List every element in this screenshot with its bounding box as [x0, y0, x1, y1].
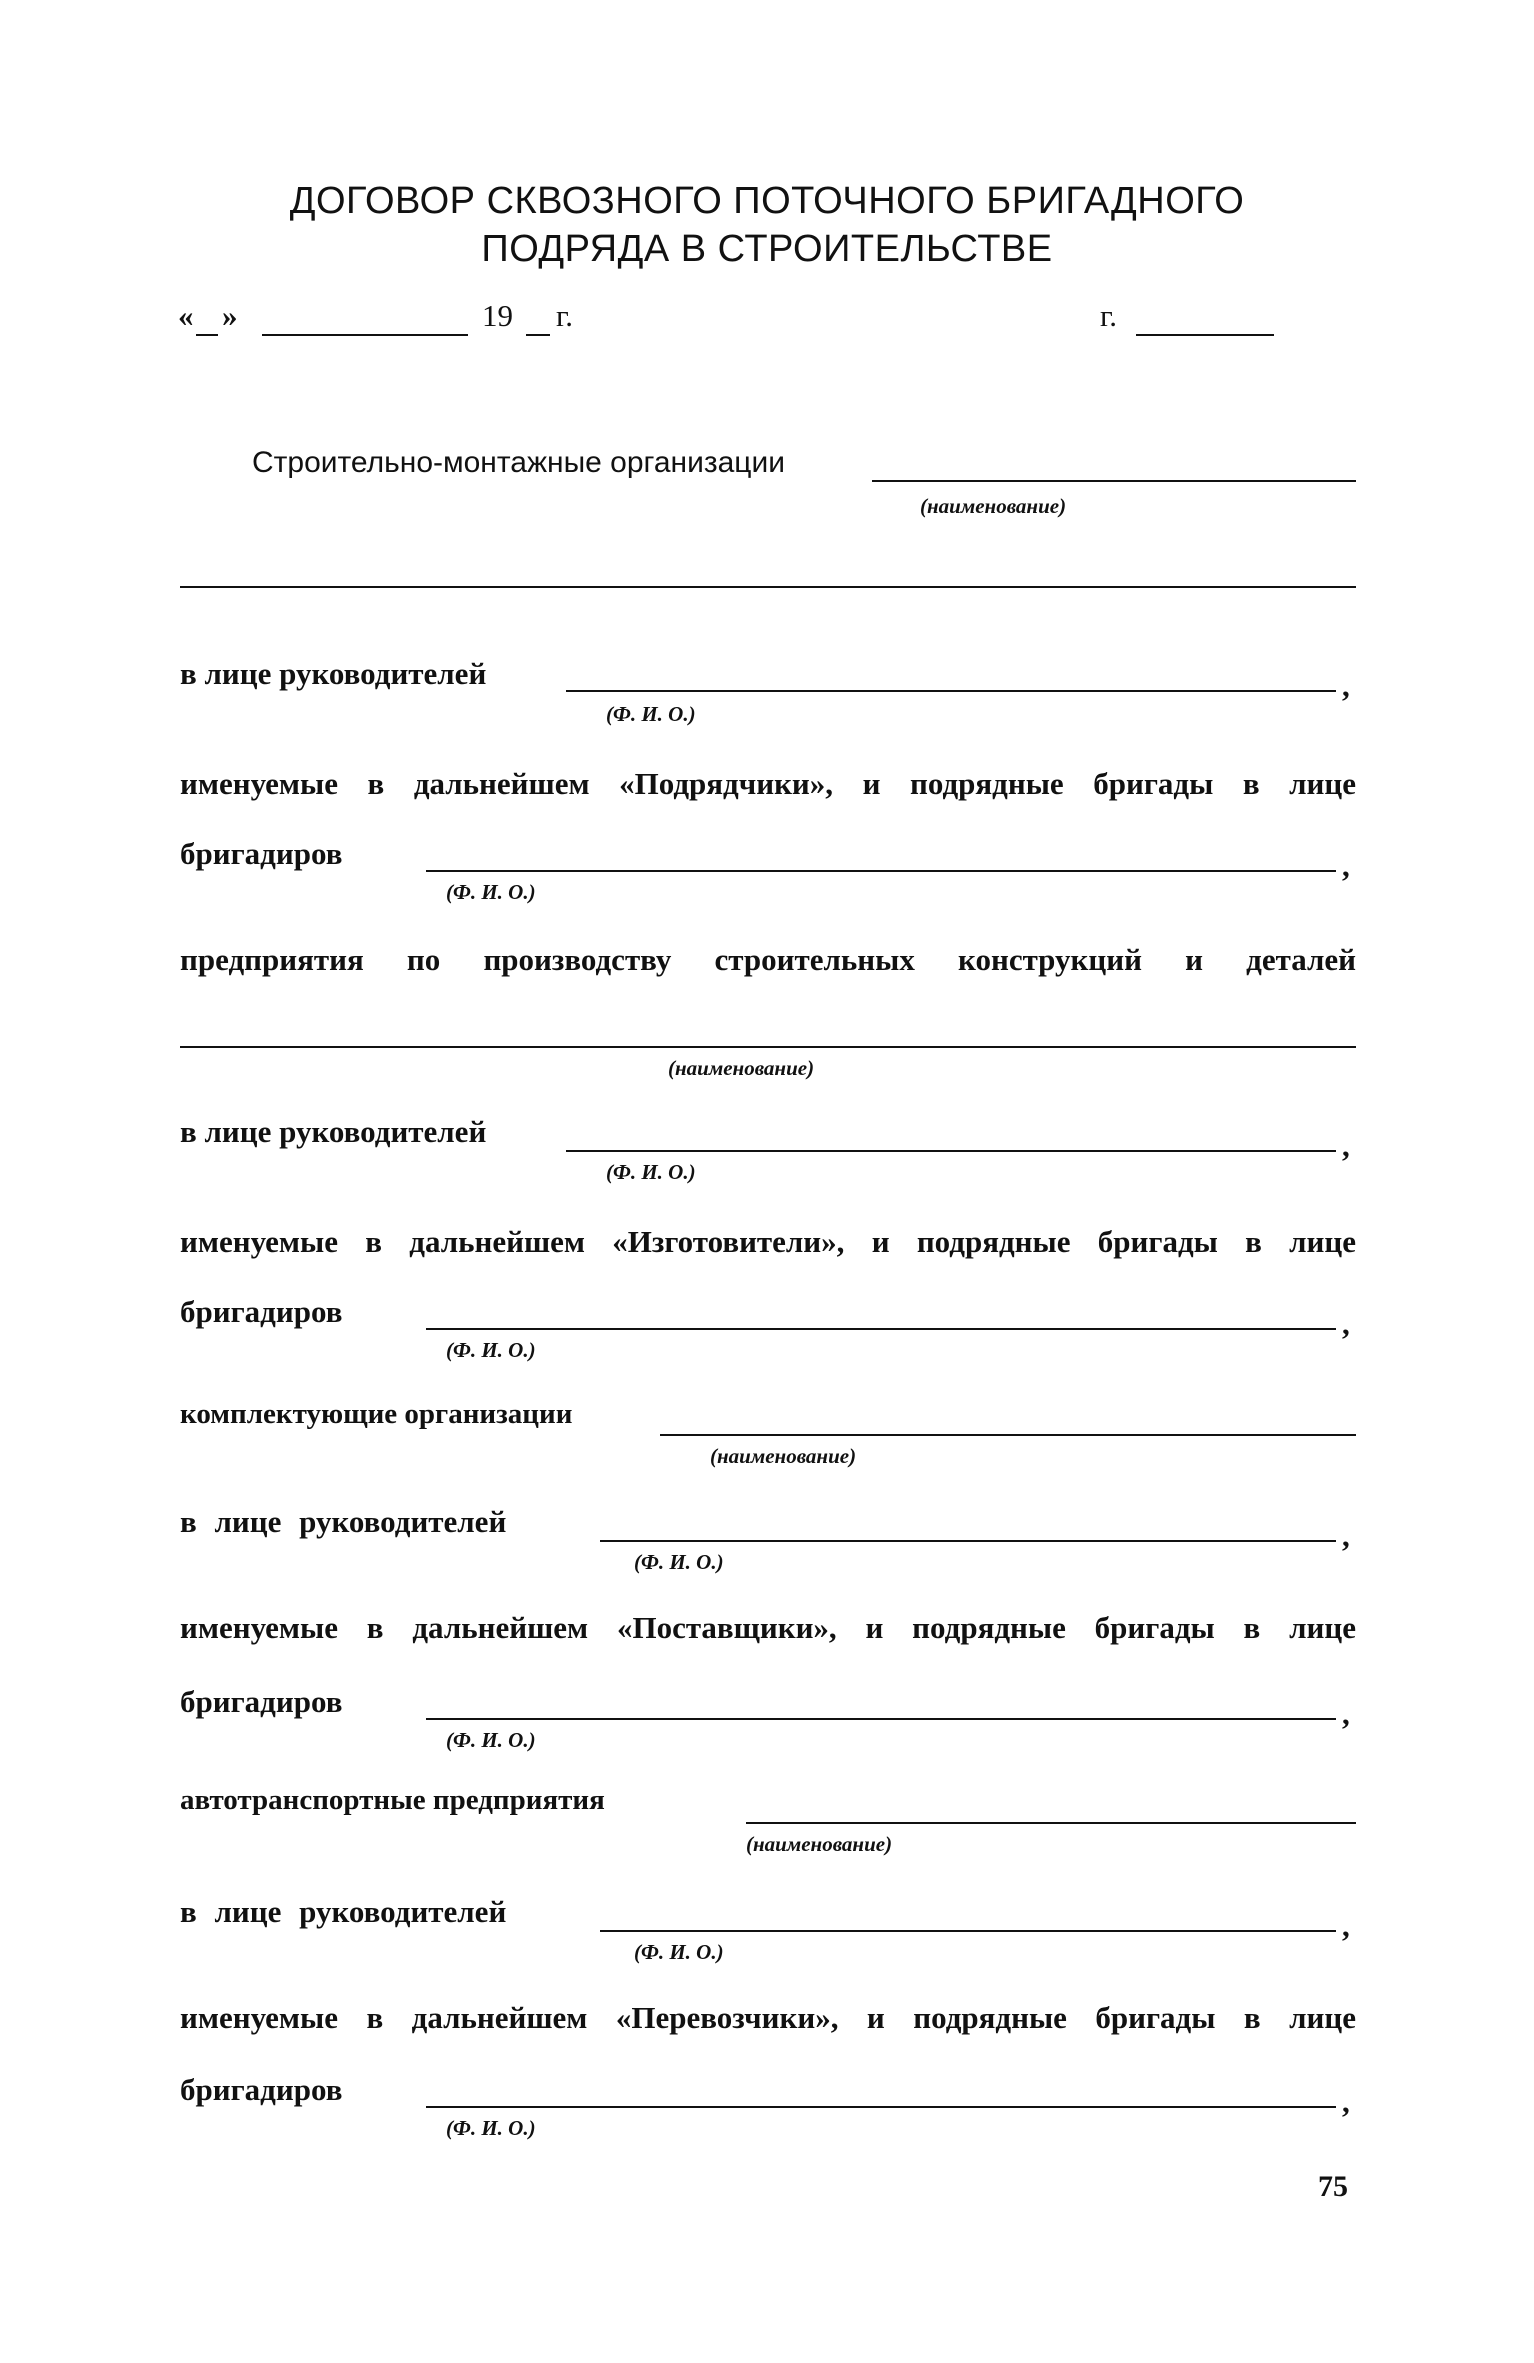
comma-3: , — [1342, 1128, 1350, 1163]
suppliers-text: именуемые в дальнейшем «Поставщики», и подрядные бригады в лице — [180, 1610, 1356, 1645]
comma-4: , — [1342, 1306, 1350, 1341]
enterprises-text: предприятия по производству строительных конструкций и деталей — [180, 942, 1356, 977]
construction-orgs-blank[interactable] — [872, 480, 1356, 482]
caption-fio-7: (Ф. И. О.) — [634, 1940, 724, 1964]
city-prefix: г. — [1100, 298, 1117, 333]
managers-label-2: в лице руководителей — [180, 1114, 487, 1149]
enterprises-blank[interactable] — [180, 1046, 1356, 1048]
supply-orgs-blank[interactable] — [660, 1434, 1356, 1436]
city-blank[interactable] — [1136, 334, 1274, 336]
foremen-blank-1[interactable] — [426, 870, 1336, 872]
managers-label-4: в лице руководителей — [180, 1894, 507, 1929]
caption-fio-6: (Ф. И. О.) — [446, 1728, 536, 1752]
page-number: 75 — [1318, 2170, 1348, 2203]
date-close-quote: » — [222, 298, 238, 333]
caption-fio-3: (Ф. И. О.) — [606, 1160, 696, 1184]
carriers-text: именуемые в дальнейшем «Перевозчики», и подрядные бригады в лице — [180, 2000, 1356, 2035]
transport-blank[interactable] — [746, 1822, 1356, 1824]
managers-blank-1[interactable] — [566, 690, 1336, 692]
day-blank[interactable] — [196, 334, 218, 336]
comma-8: , — [1342, 2084, 1350, 2119]
year-prefix: 19 — [482, 298, 513, 333]
comma-7: , — [1342, 1908, 1350, 1943]
construction-orgs-label: Строительно-монтажные организации — [252, 446, 785, 479]
managers-blank-3[interactable] — [600, 1540, 1336, 1542]
comma-1: , — [1342, 668, 1350, 703]
foremen-label-4: бригадиров — [180, 2072, 343, 2107]
caption-name-4: (наименование) — [746, 1832, 893, 1856]
construction-orgs-blank-2[interactable] — [180, 586, 1356, 588]
caption-name-3: (наименование) — [710, 1444, 857, 1468]
month-blank[interactable] — [262, 334, 468, 336]
year-blank[interactable] — [526, 334, 550, 336]
managers-blank-2[interactable] — [566, 1150, 1336, 1152]
date-open-quote: « — [178, 298, 194, 333]
foremen-blank-2[interactable] — [426, 1328, 1336, 1330]
caption-fio-5: (Ф. И. О.) — [634, 1550, 724, 1574]
caption-fio-2: (Ф. И. О.) — [446, 880, 536, 904]
caption-name-2: (наименование) — [668, 1056, 815, 1080]
transport-label: автотранспортные предприятия — [180, 1784, 605, 1816]
manufacturers-text: именуемые в дальнейшем «Изготовители», и подрядные бригады в лице — [180, 1224, 1356, 1259]
foremen-blank-3[interactable] — [426, 1718, 1336, 1720]
managers-blank-4[interactable] — [600, 1930, 1336, 1932]
comma-5: , — [1342, 1518, 1350, 1553]
foremen-label-3: бригадиров — [180, 1684, 343, 1719]
year-suffix: г. — [556, 298, 573, 333]
caption-fio-1: (Ф. И. О.) — [606, 702, 696, 726]
managers-label-1: в лице руководителей — [180, 656, 487, 691]
foremen-label-2: бригадиров — [180, 1294, 343, 1329]
caption-name-1: (наименование) — [920, 494, 1067, 518]
comma-6: , — [1342, 1696, 1350, 1731]
managers-label-3: в лице руководителей — [180, 1504, 507, 1539]
caption-fio-8: (Ф. И. О.) — [446, 2116, 536, 2140]
foremen-blank-4[interactable] — [426, 2106, 1336, 2108]
comma-2: , — [1342, 848, 1350, 883]
contractors-text: именуемые в дальнейшем «Подрядчики», и подрядные бригады в лице — [180, 766, 1356, 801]
caption-fio-4: (Ф. И. О.) — [446, 1338, 536, 1362]
foremen-label-1: бригадиров — [180, 836, 343, 871]
supply-orgs-label: комплектующие организации — [180, 1398, 573, 1430]
document-title-line-1: ДОГОВОР СКВОЗНОГО ПОТОЧНОГО БРИГАДНОГО — [289, 180, 1245, 222]
document-title-line-2: ПОДРЯДА В СТРОИТЕЛЬСТВЕ — [481, 228, 1053, 270]
